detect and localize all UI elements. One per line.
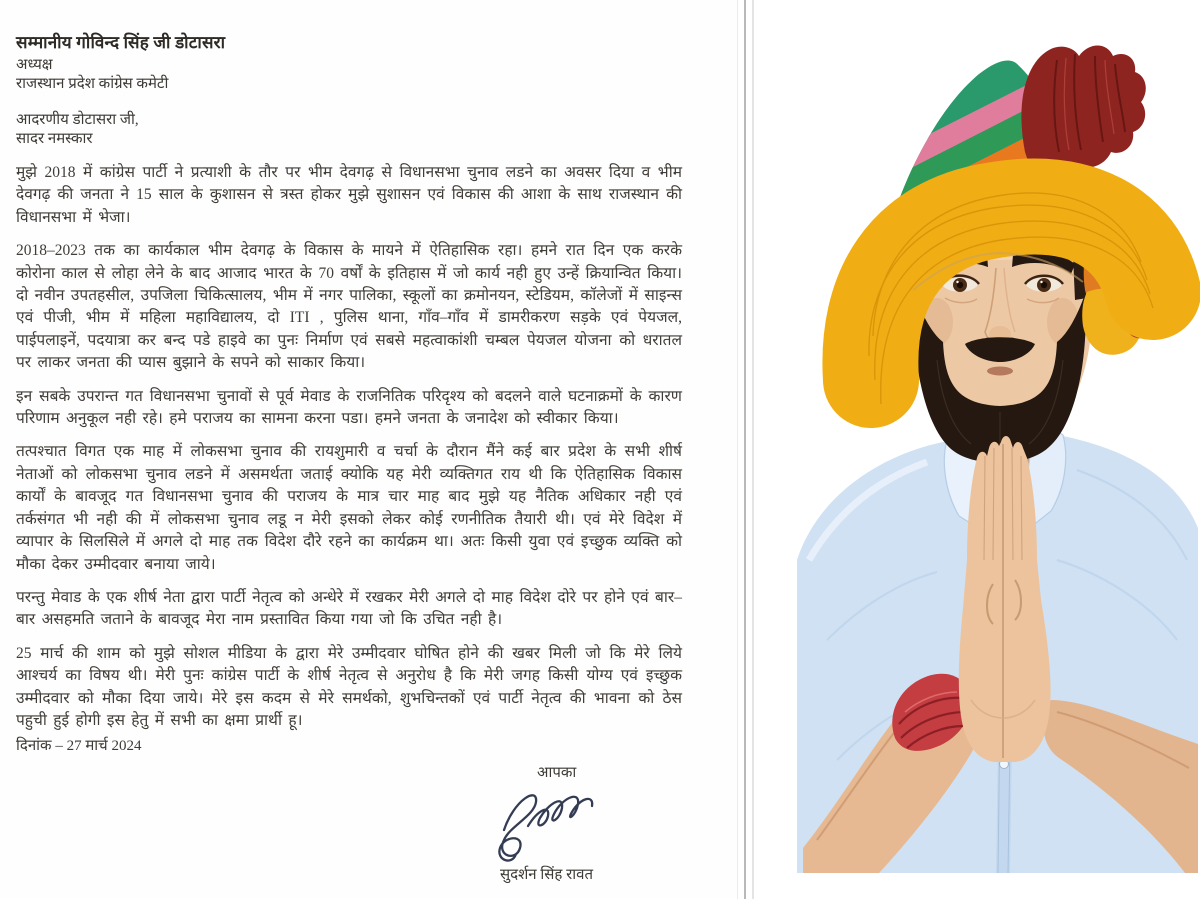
vertical-divider [744,0,746,899]
salutation-line-2: सादर नमस्कार [16,131,93,147]
letter-paragraph: 2018–2023 तक का कार्यकाल भीम देवगढ़ के विकास के मायने में ऐतिहासिक रहा। हमने रात दिन एक करके कोरोना काल से लोहा लेने के बाद आजाद भारत के 70 वर्षों के इतिहास में जो कार्य नही हुए उन्हें क्रियान्वित किया। दो नवीन उपतहसील, उपजिला चिकित्सालय, भीम में नगर पालिका, स्कूलों का क्रमोनयन, स्टेडियम, कॉलेजों में साइन्स एवं पीजी, भीम में महिला महाविद्यालय, दो ITI , पुलिस थाना, गाँव–गाँव में डामरीकरण सड़के एवं पेयजल, पाईपलाइनें, पदयात्रा कर बन्द पडे हाइवे का पुनः निर्माण एवं सबसे महत्वाकांशी चम्बल पेयजल योजना को धरातल पर लाकर जनता की प्यास बुझाने के सपने को साकार किया। [16,242,682,372]
date-line: दिनांक – 27 मार्च 2024 [16,738,142,754]
letter-paragraph: इन सबके उपरान्त गत विधानसभा चुनावों से पूर्व मेवाड के राजनितिक परिदृश्य को बदलने वाले घटनाक्रमों के कारण परिणाम अनुकूल नही रहे। हमे पराजय का सामना करना पडा। हमने जनता के जनादेश को स्वीकार किया। [16,387,682,428]
letter-paragraph: मुझे 2018 में कांग्रेस पार्टी ने प्रत्याशी के तौर पर भीम देवगढ़ से विधानसभा चुनाव लडने का अवसर दिया व भीम देवगढ़ की जनता ने 15 साल के कुशासन से त्रस्त होकर मुझे सुशासन एवं विकास की आशा के साथ राजस्थान की विधानसभा में भेजा। [16,164,682,226]
salutation-line-1: आदरणीय डोटासरा जी, [16,112,139,128]
vertical-divider-shadow [752,0,754,899]
recipient-name: सम्मानीय गोविन्द सिंह जी डोटासरा [16,33,226,52]
recipient-title: अध्यक्ष [16,57,53,73]
closing-word: आपका [537,765,577,781]
portrait-photo [757,0,1200,899]
signature-scribble-icon [488,784,598,862]
page-edge-line [737,0,738,899]
letter-paragraph: तत्पश्चात विगत एक माह में लोकसभा चुनाव की रायशुमारी व चर्चा के दौरान मैंने कई बार प्रदेश के सभी शीर्ष नेताओं को लोकसभा चुनाव लडने में असमर्थता जताई क्योकि यह मेरी व्यक्तिगत राय थी कि ऐतिहासिक विकास कार्यों के बावजूद गत विधानसभा चुनाव की पराजय के मात्र चार माह बाद मुझे यह नैतिक अधिकार नही एवं तर्कसंगत भी नही की में लोकसभा चुनाव लडू न मेरी इसको लेकर कोई रणनीतिक तैयारी थी। एवं मेरे विदेश में व्यापार के सिलसिले में अगले दो माह तक विदेश दौरे रहने का कार्यक्रम था। अतः किसी युवा एवं इच्छुक व्यक्ति को मौका देकर उम्मीदवार बनाया जाये। [16,443,682,573]
letter-paragraph: परन्तु मेवाड के एक शीर्ष नेता द्वारा पार्टी नेतृत्व को अन्धेरे में रखकर मेरी अगले दो माह विदेश दोरे पर होने एवं बार–बार असहमति जताने के बावजूद मेरा नाम प्रस्तावित किया गया जो कि उचित नही है। [16,588,682,629]
letter-paragraph: 25 मार्च की शाम को मुझे सोशल मीडिया के द्वारा मेरे उम्मीदवार घोषित होने की खबर मिली जो कि मेरे लिये आश्चर्य का विषय थी। मेरी पुनः कांग्रेस पार्टी के शीर्ष नेतृत्व से अनुरोध है कि मेरी जगह किसी योग्य एवं इच्छुक उम्मीदवार को मौका दिया जाये। मेरे इस कदम से मेरे समर्थको, शुभचिन्तकों एवं पार्टी नेतृत्व की भावना को ठेस पहुची हुई होगी इस हेतु में सभी का क्षमा प्रार्थी हू। [16,644,682,729]
signatory-name: सुदर्शन सिंह रावत [500,867,594,883]
recipient-organisation: राजस्थान प्रदेश कांग्रेस कमेटी [16,76,169,92]
portrait-illustration [757,0,1200,899]
